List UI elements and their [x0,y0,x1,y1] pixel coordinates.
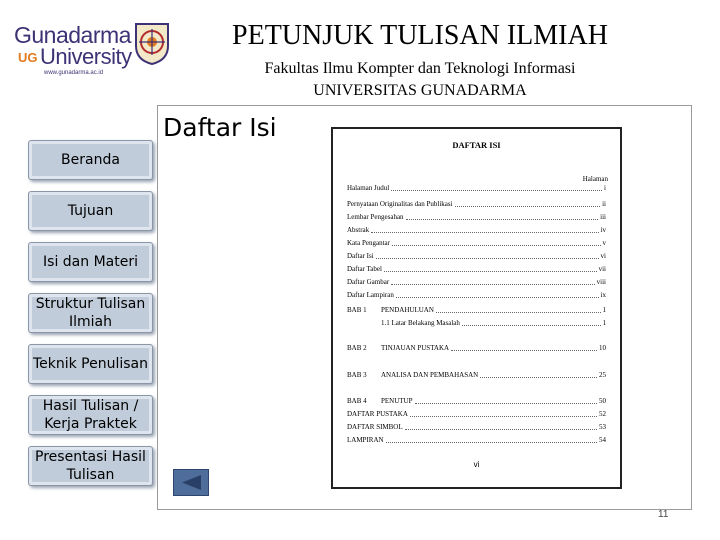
toc-row [347,278,606,288]
page-title: PETUNJUK TULISAN ILMIAH [232,20,608,51]
toc-page: 52 [599,410,606,418]
toc-label: Abstrak [347,226,370,234]
nav-button-teknik-penulisan[interactable]: Teknik Penulisan [28,344,153,384]
toc-label: LAMPIRAN [347,436,384,444]
nav-button-tujuan[interactable]: Tujuan [28,191,153,231]
doc-page-number: vi [473,460,480,469]
toc-label: Daftar Tabel [347,265,382,273]
triangle-left-icon [178,473,204,492]
logo-text-gunadarma: Gunadarma [14,22,131,48]
toc-row [347,200,606,210]
toc-row [347,371,606,381]
toc-page: i [604,184,606,192]
toc-row [347,265,606,275]
toc-chapter: BAB 3 [347,371,367,379]
toc-page: 53 [599,423,606,431]
toc-label: Halaman Judul [347,184,390,192]
nav-button-hasil-tulisan[interactable]: Hasil Tulisan / Kerja Praktek [28,395,153,435]
toc-row [347,436,606,446]
toc-label: Pernyataan Originalitas dan Publikasi [347,200,453,208]
page-subtitle [170,58,670,102]
toc-chapter: BAB 2 [347,344,367,352]
toc-page: vii [598,265,606,273]
toc-row [347,423,606,433]
toc-label: PENUTUP [381,397,413,405]
toc-label: DAFTAR SIMBOL [347,423,403,431]
toc-page: 1 [602,306,606,314]
toc-page: 50 [599,397,606,405]
doc-halaman-label: Halaman [582,175,608,183]
toc-chapter: BAB 4 [347,397,367,405]
toc-page: 54 [599,436,606,444]
toc-page: 1 [602,319,606,327]
toc-page: v [602,239,606,247]
toc-label: PENDAHULUAN [381,306,434,314]
table-of-contents-document [331,127,622,489]
subtitle-faculty: Fakultas Ilmu Kompter dan Teknologi Informasi [264,60,576,77]
toc-page: ii [602,200,606,208]
logo-url: www.gunadarma.ac.id [44,70,104,76]
toc-label: Lembar Pengesahan [347,213,404,221]
toc-label: ANALISA DAN PEMBAHASAN [381,371,479,379]
gunadarma-logo [14,20,179,80]
toc-row [347,291,606,301]
content-frame-divider [157,105,158,510]
toc-row [347,184,606,194]
toc-page: iv [600,226,606,234]
subtitle-university: UNIVERSITAS GUNADARMA [313,82,527,99]
toc-row [347,213,606,223]
toc-row [347,306,606,316]
toc-row [347,319,606,329]
logo-text-ug: UG [18,50,38,65]
section-heading: Daftar Isi [163,113,277,142]
toc-label: Daftar Isi [347,252,374,260]
toc-page: viii [596,278,606,286]
university-seal-icon [132,20,172,66]
toc-row [347,226,606,236]
toc-row [347,252,606,262]
logo-text-university: University [40,44,132,69]
slide-number: 11 [658,509,669,520]
toc-label: DAFTAR PUSTAKA [347,410,408,418]
nav-button-isi-dan-materi[interactable]: Isi dan Materi [28,242,153,282]
toc-row [347,397,606,407]
toc-page: 25 [599,371,606,379]
toc-row [347,239,606,249]
toc-chapter: BAB 1 [347,306,367,314]
doc-title: DAFTAR ISI [452,140,501,150]
nav-button-presentasi-hasil-tulisan[interactable]: Presentasi Hasil Tulisan [28,446,153,486]
toc-page: 10 [599,344,606,352]
toc-page: iii [600,213,606,221]
toc-label: TINJAUAN PUSTAKA [381,344,450,352]
toc-row [347,410,606,420]
nav-button-struktur-tulisan-ilmiah[interactable]: Struktur Tulisan Ilmiah [28,293,153,333]
toc-label: Daftar Lampiran [347,291,394,299]
toc-sublabel: 1.1 Latar Belakang Masalah [381,319,460,327]
toc-page: ix [600,291,606,299]
toc-page: vi [600,252,606,260]
back-button[interactable] [173,469,209,496]
toc-row [347,344,606,354]
toc-label: Kata Pengantar [347,239,390,247]
nav-button-beranda[interactable]: Beranda [28,140,153,180]
toc-label: Daftar Gambar [347,278,390,286]
